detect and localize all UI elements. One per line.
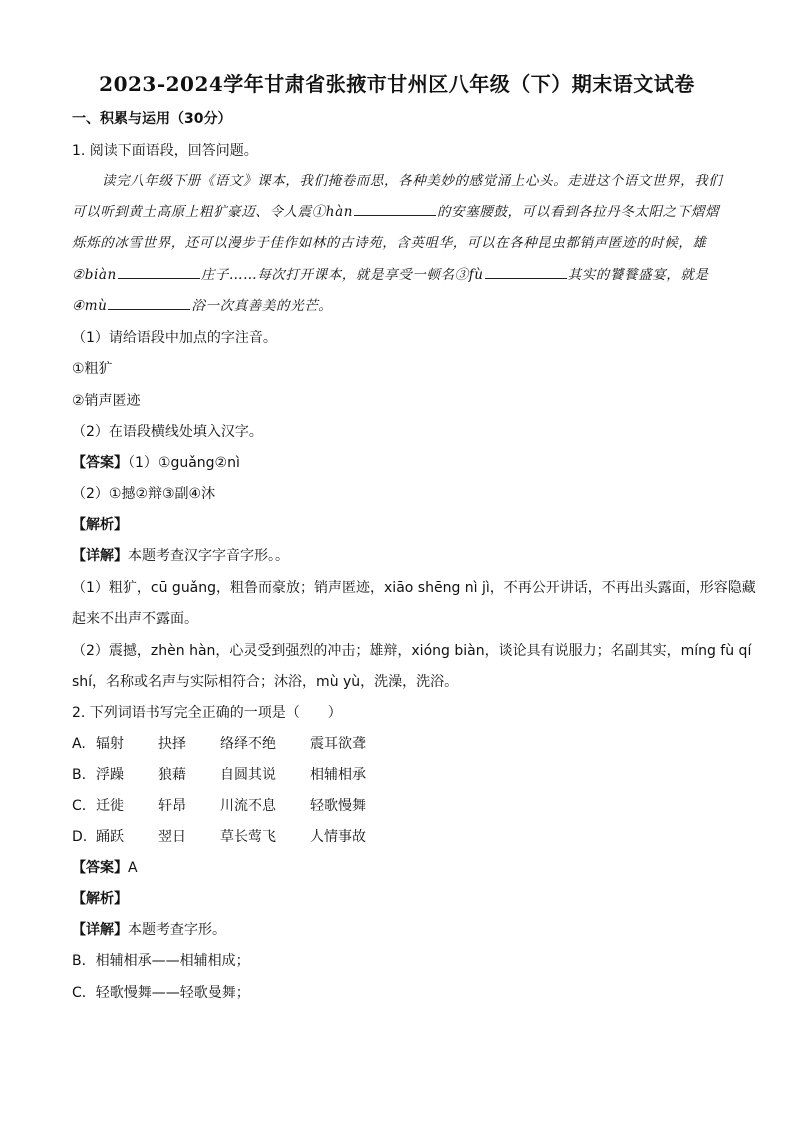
sub-question-2: （2）在语段横线处填入汉字。 <box>72 424 263 440</box>
explanation-c: C．轻歌慢舞——轻歌曼舞； <box>72 985 250 1001</box>
option-letter: C. <box>72 798 87 814</box>
option-word: 轻歌慢舞 <box>310 798 366 814</box>
detail-block-2 <box>72 919 226 941</box>
option-letter: D. <box>72 829 88 845</box>
option-letter: A. <box>72 736 86 752</box>
answer-block-1 <box>72 452 240 474</box>
option-word: 迁徙 <box>96 798 124 814</box>
analysis-label: 【解析】 <box>72 891 128 907</box>
option-word: 浮躁 <box>96 767 124 783</box>
passage-line-5 <box>72 295 332 317</box>
option-word: 翌日 <box>158 829 186 845</box>
passage-text: 其实的饕餮盛宴，就是 <box>567 267 709 283</box>
exam-title: 2023-2024学年甘肃省张掖市甘州区八年级（下）期末语文试卷 <box>99 72 695 96</box>
question-1-stem: 1. 阅读下面语段，回答问题。 <box>72 143 258 159</box>
passage-text: 庄子……每次打开课本，就是享受一顿名③fù <box>200 267 484 283</box>
option-word: 踊跃 <box>96 829 124 845</box>
passage-text: 可以听到黄土高原上粗犷豪迈、令人震①hàn <box>72 204 354 220</box>
answer-block-2 <box>72 857 138 879</box>
sub-question-1: （1）请给语段中加点的字注音。 <box>72 330 277 346</box>
detail-block-1 <box>72 545 289 567</box>
option-a <box>72 733 366 755</box>
passage-text: 浴一次真善美的光芒。 <box>191 298 333 314</box>
option-word: 人情事故 <box>310 829 366 845</box>
option-word: 草长莺飞 <box>220 829 276 845</box>
answer-text: （1）①guǎng②nì <box>128 455 240 471</box>
passage-line-2 <box>72 201 719 223</box>
analysis-label: 【解析】 <box>72 517 128 533</box>
fill-blank-2 <box>118 264 200 279</box>
option-word: 川流不息 <box>220 798 276 814</box>
explanation-2-line-2: shí，名称或名声与实际相符合；沐浴，mù yù，洗澡，洗浴。 <box>72 674 459 690</box>
passage-line-4 <box>72 264 709 286</box>
explanation-2-line-1: （2）震撼，zhèn hàn，心灵受到强烈的冲击；雄辩，xióng biàn，谈论具有说服力；名副其实，míng fù qí <box>72 643 752 659</box>
detail-label: 【详解】 <box>72 922 128 938</box>
explanation-b: B．相辅相承——相辅相成； <box>72 953 250 969</box>
option-word: 抉择 <box>158 736 186 752</box>
answer-label: 【答案】 <box>72 455 128 471</box>
detail-text: 本题考查字形。 <box>128 922 226 938</box>
passage-line-3: 烁烁的冰雪世界，还可以漫步于佳作如林的古诗苑，含英咀华，可以在各种昆虫都销声匿迹的时候，雄 <box>72 235 707 251</box>
explanation-1-line-1: （1）粗犷，cū guǎng，粗鲁而豪放；销声匿迹，xiāo shēng nì jì，不再公开讲话，不再出头露面，形容隐藏 <box>72 580 756 596</box>
option-word: 辐射 <box>96 736 124 752</box>
question-2-stem: 2. 下列词语书写完全正确的一项是（ ） <box>72 705 342 721</box>
detail-label: 【详解】 <box>72 548 128 564</box>
option-d <box>72 826 366 848</box>
option-c <box>72 795 366 817</box>
answer-line-2: （2）①撼②辩③副④沐 <box>72 486 216 502</box>
answer-label: 【答案】 <box>72 860 128 876</box>
detail-text: 本题考查汉字字音字形。。 <box>128 548 289 564</box>
fill-blank-3 <box>485 264 567 279</box>
passage-text: 的安塞腰鼓，可以看到各拉丹冬太阳之下熠熠 <box>437 204 720 220</box>
passage-line-1: 读完八年级下册《语文》课本，我们掩卷而思，各种美妙的感觉涌上心头。走进这个语文世界，我们 <box>102 173 723 189</box>
section-heading: 一、积累与运用（30分） <box>72 111 232 127</box>
fill-blank-1 <box>354 201 436 216</box>
explanation-1-line-2: 起来不出声不露面。 <box>72 611 198 627</box>
sub-question-1-item-a: ①粗犷 <box>72 361 113 377</box>
option-word: 震耳欲聋 <box>310 736 366 752</box>
option-word: 络绎不绝 <box>220 736 276 752</box>
option-word: 狼藉 <box>158 767 186 783</box>
fill-blank-4 <box>108 295 190 310</box>
option-word: 轩昂 <box>158 798 186 814</box>
sub-question-1-item-b: ②销声匿迹 <box>72 393 141 409</box>
option-word: 相辅相承 <box>310 767 366 783</box>
passage-text: ②biàn <box>72 267 117 283</box>
option-b <box>72 764 366 786</box>
option-letter: B. <box>72 767 87 783</box>
answer-text: A <box>128 860 138 876</box>
passage-text: ④mù <box>72 298 108 314</box>
option-word: 自圆其说 <box>220 767 276 783</box>
